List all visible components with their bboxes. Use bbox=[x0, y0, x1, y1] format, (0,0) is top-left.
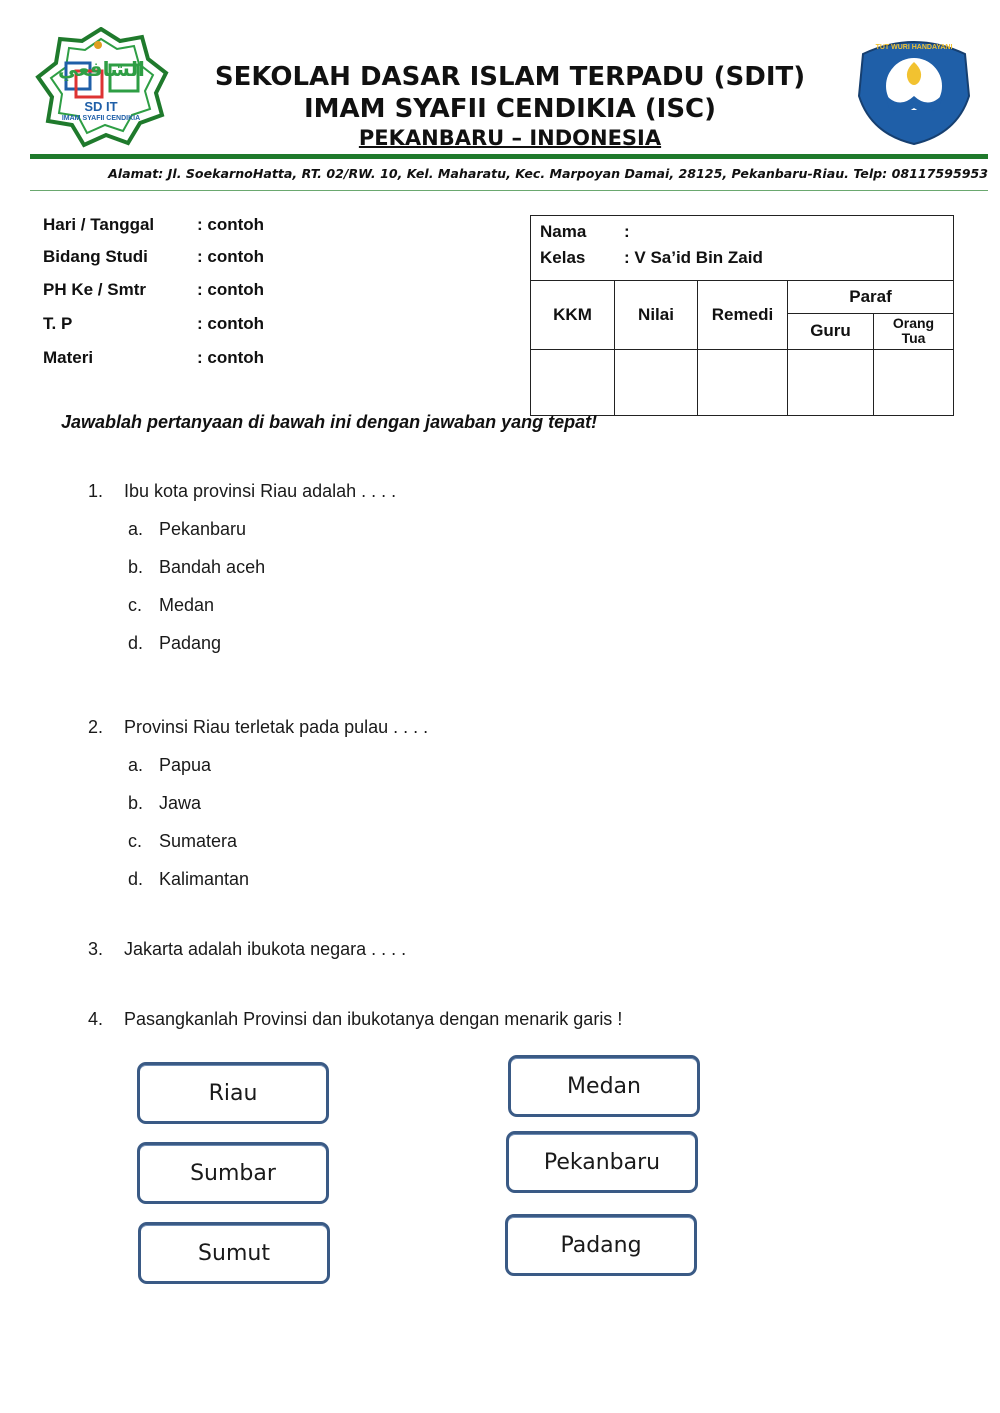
remedi-cell[interactable] bbox=[698, 349, 788, 415]
paraf-header: Paraf bbox=[788, 280, 954, 313]
school-name-line2: IMAM SYAFII CENDIKIA (ISC) bbox=[303, 94, 717, 124]
nama-label: Nama bbox=[540, 221, 587, 241]
school-name-line1: SEKOLAH DASAR ISLAM TERPADU (SDIT) bbox=[214, 62, 806, 92]
info-label: Hari / Tanggal bbox=[43, 215, 155, 234]
question-4 bbox=[88, 1009, 622, 1030]
option-text: Medan bbox=[159, 595, 215, 615]
info-value: : contoh bbox=[197, 247, 265, 266]
question-text: Ibu kota provinsi Riau adalah . . . . bbox=[124, 481, 397, 501]
info-value: : contoh bbox=[197, 314, 265, 333]
option-letter: c. bbox=[128, 595, 143, 615]
logo-text-sdit: SD IT bbox=[84, 99, 118, 114]
school-city-text: PEKANBARU – INDONESIA bbox=[358, 126, 662, 150]
info-row-materi bbox=[43, 348, 264, 368]
nama-row bbox=[531, 216, 954, 248]
nama-value: : bbox=[624, 221, 630, 241]
option-text: Bandah aceh bbox=[159, 557, 266, 577]
option-letter: d. bbox=[128, 633, 144, 653]
option-text: Papua bbox=[159, 755, 212, 775]
question-number: 1. bbox=[88, 481, 104, 501]
kelas-row bbox=[531, 248, 954, 281]
orang-tua-line2: Tua bbox=[901, 330, 926, 346]
option[interactable] bbox=[128, 557, 265, 578]
match-province-riau[interactable]: Riau bbox=[137, 1062, 329, 1124]
question-text: Jakarta adalah ibukota negara . . . . bbox=[124, 939, 407, 959]
kelas-value: : V Sa’id Bin Zaid bbox=[624, 247, 763, 267]
school-logo bbox=[32, 27, 170, 149]
question-1 bbox=[88, 481, 396, 502]
info-row-tp bbox=[43, 314, 264, 334]
school-address: Alamat: Jl. SoekarnoHatta, RT. 02/RW. 10, Kel. Maharatu, Kec. Marpoyan Damai, 28125, Pekanbaru-Riau. Telp: 08117595953 bbox=[108, 166, 988, 181]
nilai-cell[interactable] bbox=[615, 349, 698, 415]
match-capital-pekanbaru[interactable]: Pekanbaru bbox=[506, 1131, 698, 1193]
logo-arabic-text: الشافعي bbox=[58, 57, 145, 81]
question-number: 4. bbox=[88, 1009, 104, 1029]
info-row-ph bbox=[43, 280, 264, 300]
option-letter: c. bbox=[128, 831, 143, 851]
kkm-header: KKM bbox=[531, 280, 615, 349]
question-number: 3. bbox=[88, 939, 104, 959]
option-text: Pekanbaru bbox=[159, 519, 247, 539]
tut-wuri-handayani-logo bbox=[853, 36, 975, 146]
match-province-sumbar[interactable]: Sumbar bbox=[137, 1142, 329, 1204]
nilai-header: Nilai bbox=[615, 280, 698, 349]
match-capital-padang[interactable]: Padang bbox=[505, 1214, 697, 1276]
option-letter: b. bbox=[128, 793, 144, 813]
option-letter: b. bbox=[128, 557, 144, 577]
orang-tua-header bbox=[874, 313, 954, 349]
orang-tua-cell[interactable] bbox=[874, 349, 954, 415]
option-text: Padang bbox=[159, 633, 222, 653]
instruction: Jawablah pertanyaan di bawah ini dengan jawaban yang tepat! bbox=[61, 412, 598, 432]
option[interactable] bbox=[128, 793, 201, 814]
info-label: PH Ke / Smtr bbox=[43, 280, 146, 299]
kelas-label: Kelas bbox=[540, 247, 586, 267]
school-city bbox=[190, 126, 830, 150]
orang-tua-line1: Orang bbox=[892, 315, 935, 331]
option[interactable] bbox=[128, 869, 249, 890]
option[interactable] bbox=[128, 831, 237, 852]
address-divider bbox=[30, 190, 988, 191]
option[interactable] bbox=[128, 633, 221, 654]
question-text: Pasangkanlah Provinsi dan ibukotanya dengan menarik garis ! bbox=[124, 1009, 623, 1029]
info-value: : contoh bbox=[197, 280, 265, 299]
option-letter: a. bbox=[128, 519, 144, 539]
match-province-sumut[interactable]: Sumut bbox=[138, 1222, 330, 1284]
match-capital-medan[interactable]: Medan bbox=[508, 1055, 700, 1117]
guru-cell[interactable] bbox=[788, 349, 874, 415]
option[interactable] bbox=[128, 595, 214, 616]
option-text: Kalimantan bbox=[159, 869, 250, 889]
info-label: T. P bbox=[43, 314, 73, 333]
info-row-subject bbox=[43, 247, 264, 267]
question-number: 2. bbox=[88, 717, 104, 737]
option-letter: a. bbox=[128, 755, 144, 775]
info-label: Materi bbox=[43, 348, 94, 367]
question-text: Provinsi Riau terletak pada pulau . . . . bbox=[124, 717, 429, 737]
option[interactable] bbox=[128, 755, 211, 776]
remedi-header: Remedi bbox=[698, 280, 788, 349]
logo-text-school: IMAM SYAFII CENDIKIA bbox=[61, 115, 141, 122]
option-text: Sumatera bbox=[159, 831, 238, 851]
option-text: Jawa bbox=[159, 793, 202, 813]
option-letter: d. bbox=[128, 869, 144, 889]
info-label: Bidang Studi bbox=[43, 247, 148, 266]
guru-header: Guru bbox=[788, 313, 874, 349]
header-divider bbox=[30, 154, 988, 159]
question-3 bbox=[88, 939, 406, 960]
kkm-cell[interactable] bbox=[531, 349, 615, 415]
option[interactable] bbox=[128, 519, 246, 540]
info-value: : contoh bbox=[197, 215, 265, 234]
info-value: : contoh bbox=[197, 348, 265, 367]
info-row-date bbox=[43, 215, 264, 235]
question-2 bbox=[88, 717, 428, 738]
logo-motto: TUT WURI HANDAYANI bbox=[875, 44, 953, 51]
score-table bbox=[530, 215, 954, 416]
